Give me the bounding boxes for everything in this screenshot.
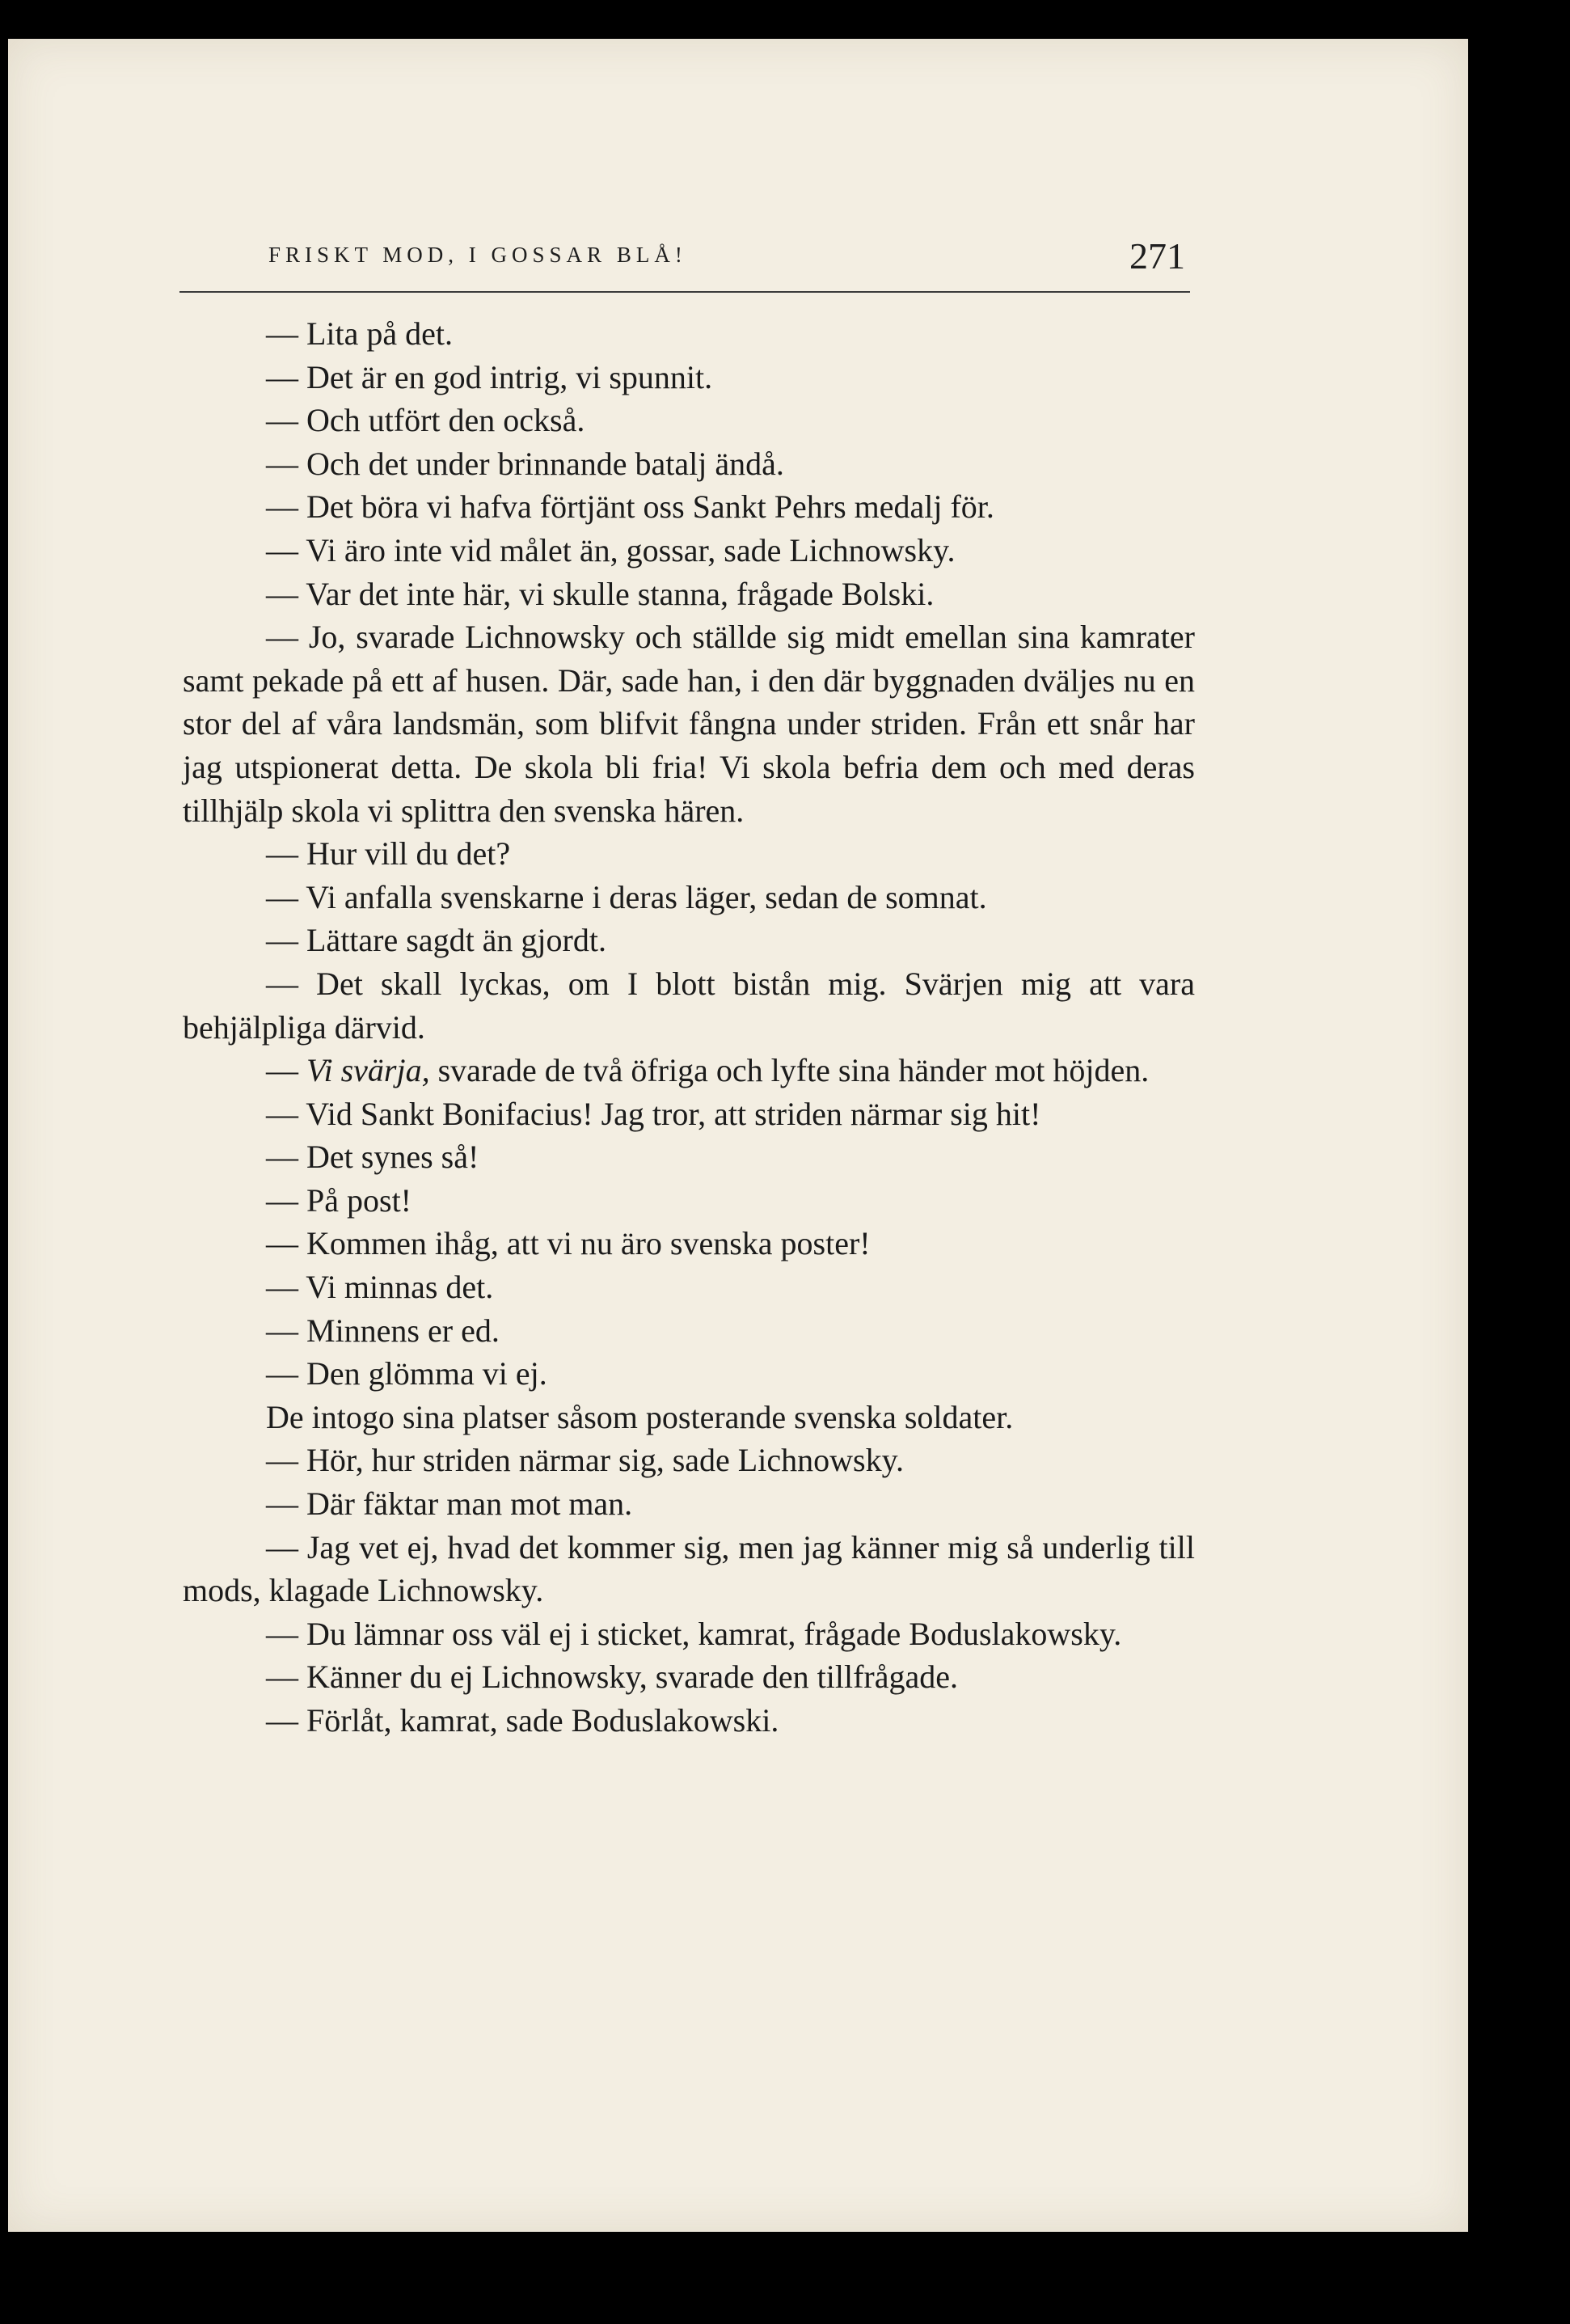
paragraph: — Vid Sankt Bonifacius! Jag tror, att striden närmar sig hit! xyxy=(266,1095,1041,1132)
page-number: 271 xyxy=(1129,235,1185,277)
paragraph: De intogo sina platser såsom posterande svenska soldater. xyxy=(266,1398,1014,1435)
paragraph: — Jag vet ej, hvad det kommer sig, men jag känner mig så underlig till mods, klagade Lichnowsky. xyxy=(183,1528,1195,1609)
paragraph: — Lättare sagdt än gjordt. xyxy=(266,922,606,959)
running-title: FRISKT MOD, I GOSSAR BLÅ! xyxy=(268,243,687,267)
paragraph: — Och det under brinnande batalj ändå. xyxy=(266,445,784,482)
body-text xyxy=(183,312,1195,1743)
paragraph: — Och utfört den också. xyxy=(266,402,585,439)
paragraph: — Där fäktar man mot man. xyxy=(266,1485,633,1523)
paragraph: — Hur vill du det? xyxy=(266,835,511,873)
paragraph: — Var det inte här, vi skulle stanna, frågade Bolski. xyxy=(266,575,935,612)
paragraph: — Hör, hur striden närmar sig, sade Lichnowsky. xyxy=(266,1442,904,1479)
paragraph: — Den glömma vi ej. xyxy=(266,1355,547,1392)
paragraph: — Jo, svarade Lichnowsky och ställde sig midt emellan sina kamrater samt pekade på ett af husen. Där, sade han, i den där byggnaden dväljes nu en stor del af våra landsmän, som blifvit fångna under striden. Från ett snår har jag utspionerat detta. De skola bli fria! Vi skola befria dem och med deras tillhjälp skola vi splittra den svenska hären. xyxy=(183,619,1195,829)
paragraph: — Det är en god intrig, vi spunnit. xyxy=(266,358,713,395)
paragraph: — På post! xyxy=(266,1181,411,1219)
paragraph: — Det synes så! xyxy=(266,1139,479,1176)
page-header xyxy=(179,235,1190,293)
paragraph: — Minnens er ed. xyxy=(266,1312,500,1349)
paragraph: — Du lämnar oss väl ej i sticket, kamrat, frågade Boduslakowsky. xyxy=(266,1615,1122,1652)
italic-phrase: Vi svärja, xyxy=(306,1052,430,1089)
paragraph xyxy=(183,1049,1195,1092)
paragraph: — Förlåt, kamrat, sade Boduslakowski. xyxy=(266,1702,779,1739)
paragraph: — Kommen ihåg, att vi nu äro svenska poster! xyxy=(266,1225,871,1262)
paragraph: — Det skall lyckas, om I blott bistån mig. Svärjen mig att vara behjälpliga därvid. xyxy=(183,965,1195,1046)
paragraph: — Vi anfalla svenskarne i deras läger, sedan de somnat. xyxy=(266,878,987,915)
paragraph-rest: svarade de två öfriga och lyfte sina händer mot höjden. xyxy=(429,1052,1150,1089)
paragraph: — Lita på det. xyxy=(266,315,454,352)
paragraph: — Känner du ej Lichnowsky, svarade den tillfrågade. xyxy=(266,1658,958,1696)
paragraph: — Vi minnas det. xyxy=(266,1269,494,1306)
paragraph: — Vi äro inte vid målet än, gossar, sade Lichnowsky. xyxy=(266,531,956,568)
dash-prefix: — xyxy=(266,1052,306,1089)
paragraph: — Det böra vi hafva förtjänt oss Sankt Pehrs medalj för. xyxy=(266,488,994,526)
book-page xyxy=(8,39,1468,2232)
